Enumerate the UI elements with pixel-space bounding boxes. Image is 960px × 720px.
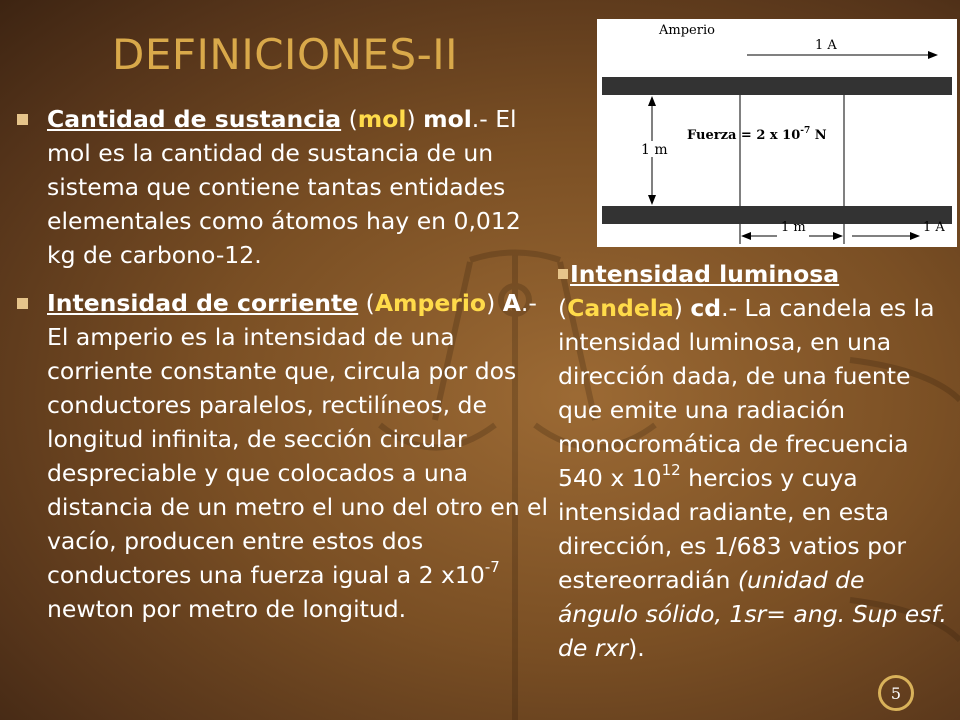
candela-close-paren: ) [673,294,691,322]
candela-unit: Candela [567,294,674,322]
mol-open-paren: ( [341,105,358,133]
candela-separator: .- [721,294,745,322]
amperio-unit: Amperio [374,289,487,317]
candela-open-paren: ( [558,294,568,322]
mol-symbol: mol [423,105,472,133]
amperio-text-end: newton por metro de longitud. [47,595,407,623]
mol-close-paren: ) [406,105,424,133]
candela-definition [558,257,948,665]
amperio-symbol: A [502,289,521,317]
mol-separator: .- [471,105,496,133]
amperio-open-paren: ( [358,289,375,317]
ampere-diagram-svg [597,19,957,247]
force-label [687,126,827,143]
bullet-marker [17,114,28,125]
distance-label: 1 m [641,142,668,158]
current-label-bottom: 1 A [923,220,945,235]
mol-unit: mol [357,105,407,133]
candela-term: Intensidad luminosa [570,260,840,288]
conductor-top [602,77,952,95]
force-exponent: -7 [800,126,811,136]
diagram-title: Amperio [659,23,715,38]
candela-exponent: 12 [661,461,681,480]
amperio-definition [47,286,557,626]
slide-title: DEFINICIONES-II [112,30,459,79]
conductor-bottom [602,206,952,224]
mol-definition [47,102,552,272]
amperio-term: Intensidad de corriente [47,289,359,317]
force-unit: N [810,128,827,143]
mol-text: El mol es la cantidad de sustancia de un sistema que contiene tantas entidades elementales como átomos hay en 0,012 kg de carbono-12. [47,105,521,269]
candela-text-end: ). [628,634,645,662]
bullet-marker [558,269,568,279]
amperio-exponent: -7 [484,558,500,577]
force-text: Fuerza = 2 x 10 [687,128,801,143]
candela-text-italic: (unidad de ángulo sólido, 1sr= ang. Sup esf. de rxr [558,566,947,662]
ampere-diagram [597,19,957,247]
candela-text: La candela es la intensidad luminosa, en una dirección dada, de una fuente que emite una radiación monocromática de frecuencia 540 x 10 [558,294,935,492]
bullet-marker [17,298,28,309]
length-label: 1 m [781,220,806,235]
amperio-close-paren: ) [486,289,503,317]
amperio-text: El amperio es la intensidad de una corriente constante que, circula por dos conductores paralelos, rectilíneos, de longitud infinita, de sección circular despreciable y que colocados a una distancia de un metro el uno del otro en el vacío, producen entre estos dos conductores una fuerza igual a 2 x10 [47,323,549,589]
candela-text-mid: hercios y cuya intensidad radiante, en esta dirección, es 1/683 vatios por estereorradián [558,464,907,594]
page-number: 5 [878,675,914,711]
candela-symbol: cd [690,294,722,322]
amperio-separator: .- [520,289,537,317]
mol-term: Cantidad de sustancia [47,105,342,133]
current-label-top: 1 A [815,38,837,53]
